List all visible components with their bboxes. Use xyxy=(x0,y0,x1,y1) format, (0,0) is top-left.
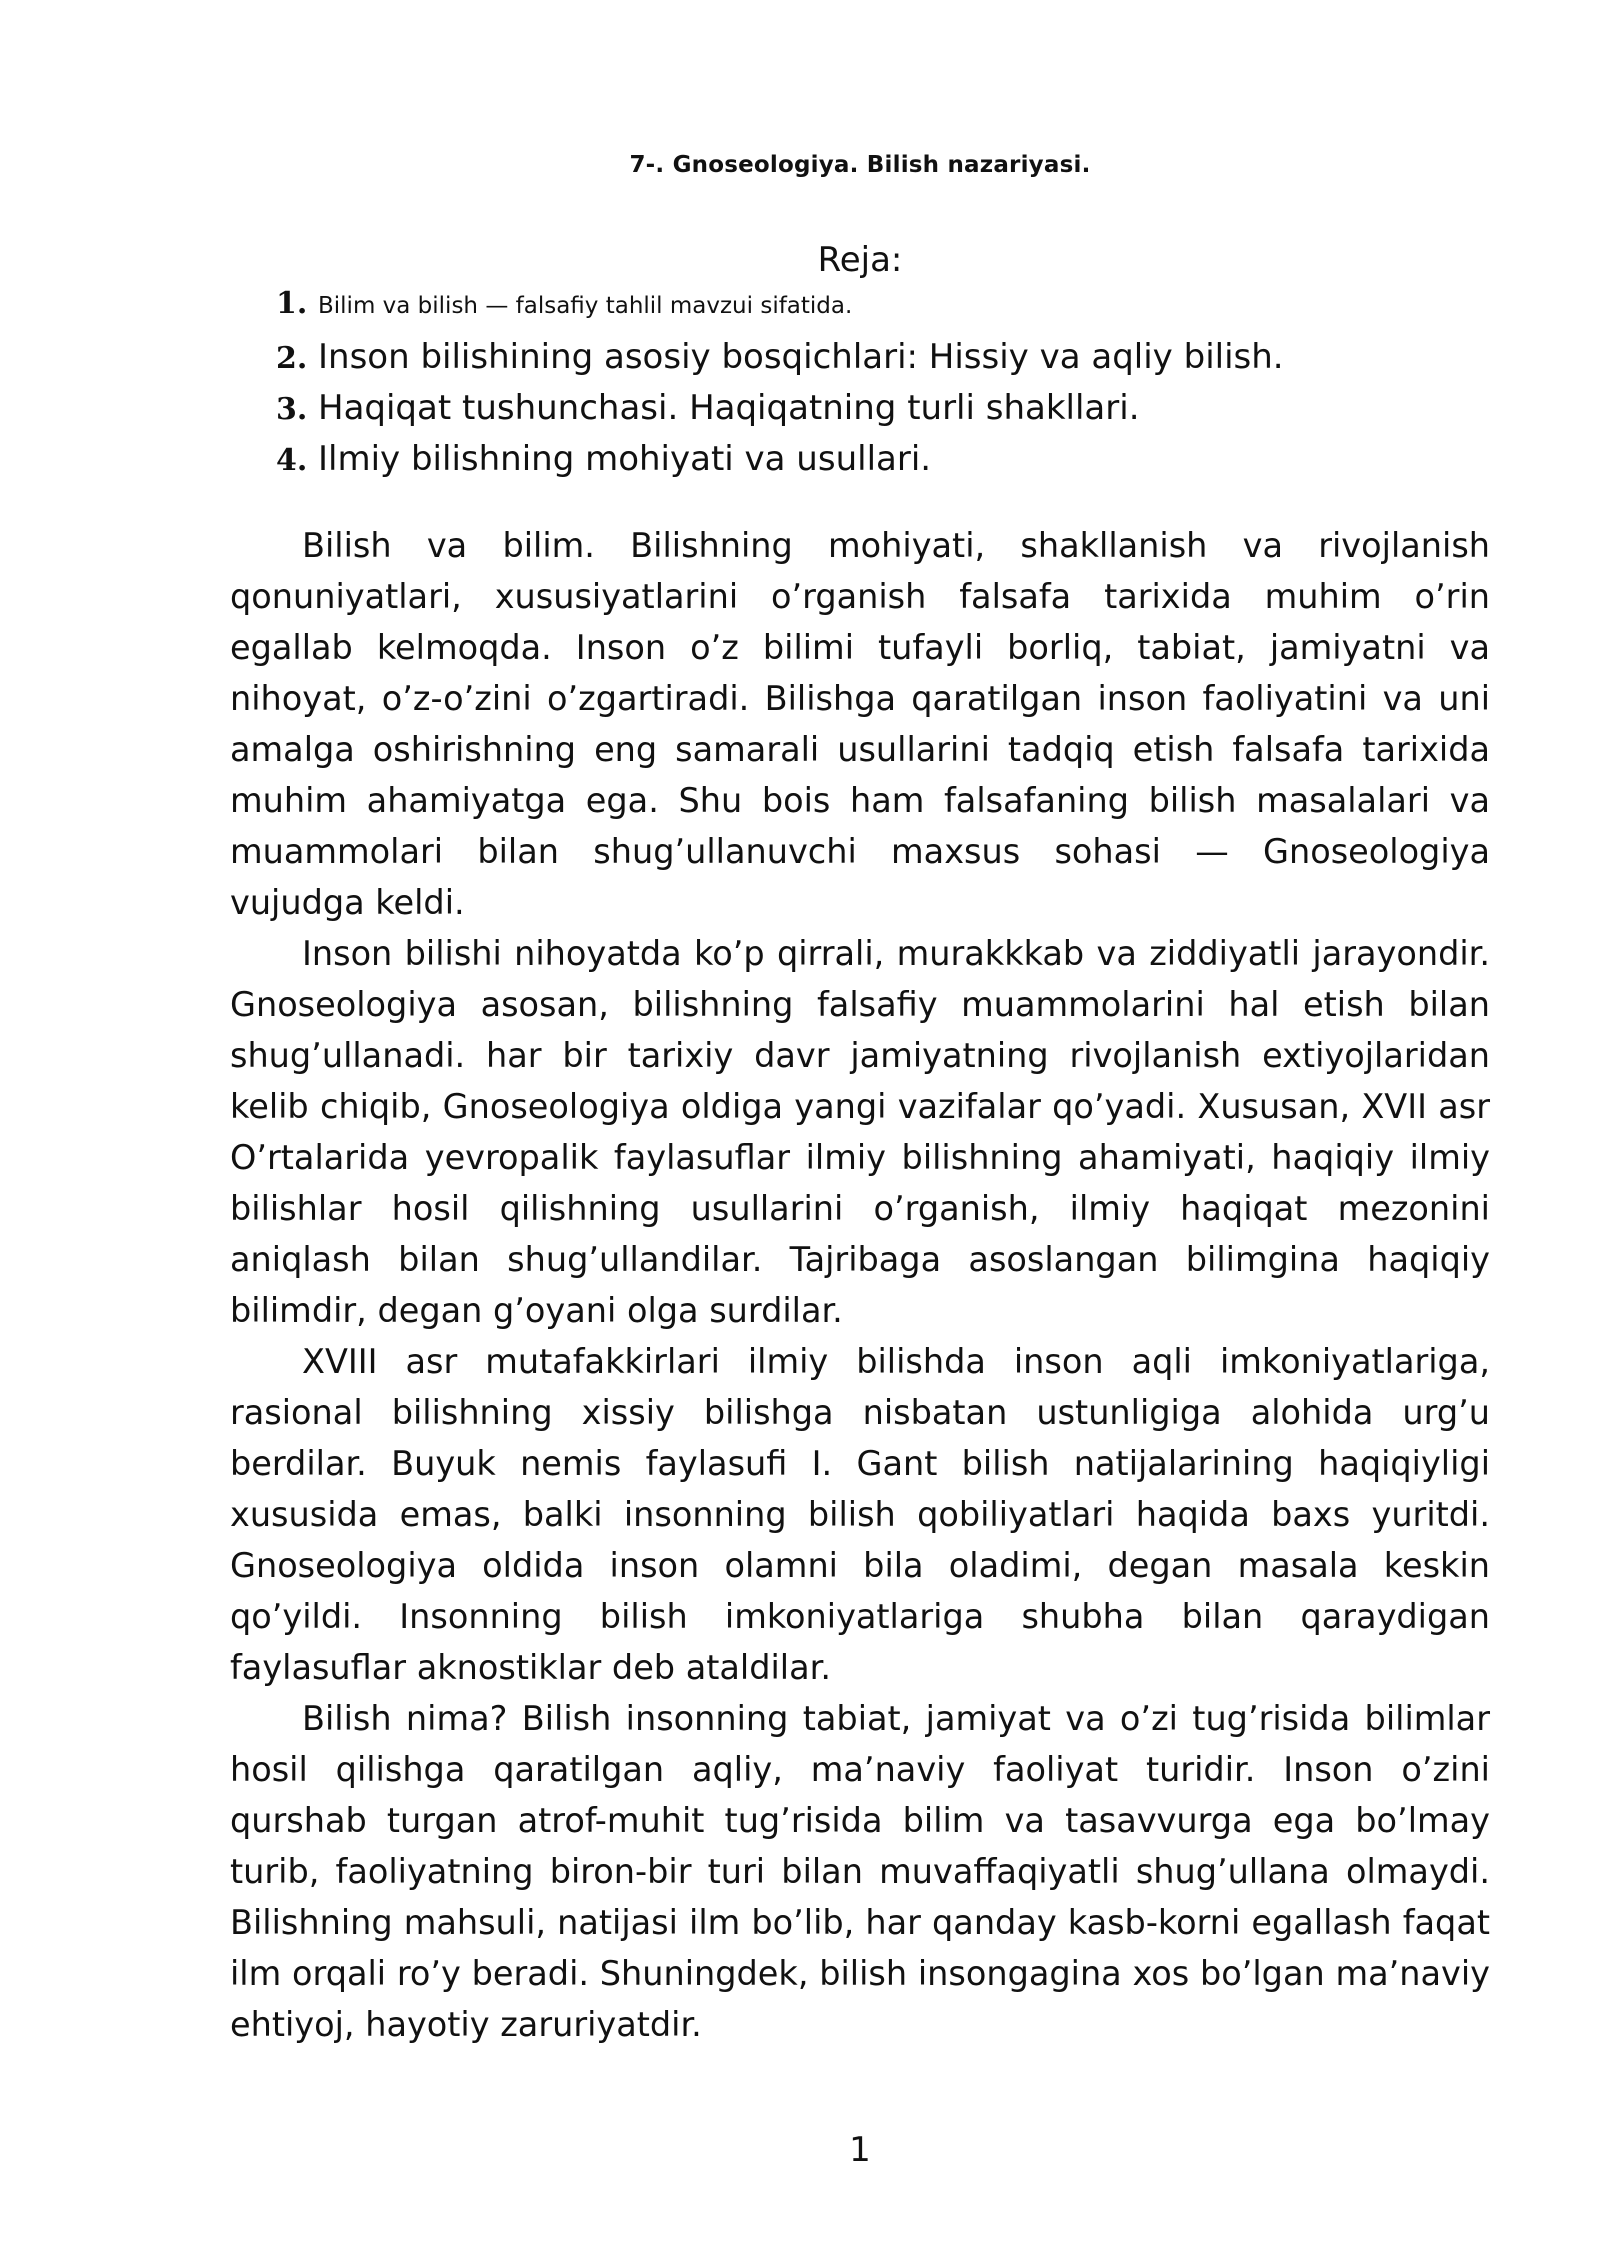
plan-item-number: 1. xyxy=(276,286,308,321)
paragraph-3: XVIII asr mutafakkirlari ilmiy bilishda inson aqli imkoniyatlariga, rasional bilishning xissiy bilishga nisbatan ustunligiga alohida urg’u berdilar. Buyuk nemis faylasufi I. Gant bilish natijalarining haqiqiyligi xususida emas, balki insonning bilish qobiliyatlari haqida baxs yuritdi. Gnoseologiya oldida inson olamni bila oladimi, degan masala keskin qo’yildi. Insonning bilish imkoniyatlariga shubha bilan qaraydigan faylasuflar aknostiklar deb ataldilar. xyxy=(230,1342,1490,1687)
body-text xyxy=(230,520,1490,2050)
plan-item-text: Bilim va bilish — falsafiy tahlil mavzui sifatida. xyxy=(318,293,853,319)
plan-item-text: Ilmiy bilishning mohiyati va usullari. xyxy=(318,439,932,479)
plan-list xyxy=(276,286,1284,490)
paragraph-4: Bilish nima? Bilish insonning tabiat, jamiyat va o’zi tug’risida bilimlar hosil qilishga qaratilgan aqliy, ma’naviy faoliyat turidir. Inson o’zini qurshab turgan atrof-muhit tug’risida bilim va tasavvurga ega bo’lmay turib, faoliyatning biron-bir turi bilan muvaffaqiyatli shug’ullana olmaydi. Bilishning mahsuli, natijasi ilm bo’lib, har qanday kasb-korni egallash faqat ilm orqali ro’y beradi. Shuningdek, bilish insongagina xos bo’lgan ma’naviy ehtiyoj, hayotiy zaruriyatdir. xyxy=(230,1699,1490,2044)
plan-item-text: Inson bilishining asosiy bosqichlari: Hissiy va aqliy bilish. xyxy=(318,337,1284,377)
plan-item-number: 4. xyxy=(276,443,308,478)
plan-item-number: 2. xyxy=(276,341,308,376)
plan-heading: Reja: xyxy=(817,240,903,280)
plan-item-1 xyxy=(276,286,1284,337)
plan-item-4 xyxy=(276,439,1284,490)
plan-item-3 xyxy=(276,388,1284,439)
page-number: 1 xyxy=(849,2130,871,2170)
paragraph-2: Inson bilishi nihoyatda ko’p qirrali, murakkkab va ziddiyatli jarayondir. Gnoseologiya asosan, bilishning falsafiy muammolarini hal etish bilan shug’ullanadi. har bir tarixiy davr jamiyatning rivojlanish extiyojlaridan kelib chiqib, Gnoseologiya oldiga yangi vazifalar qo’yadi. Xususan, XVII asr O’rtalarida yevropalik faylasuflar ilmiy bilishning ahamiyati, haqiqiy ilmiy bilishlar hosil qilishning usullarini o’rganish, ilmiy haqiqat mezonini aniqlash bilan shug’ullandilar. Tajribaga asoslangan bilimgina haqiqiy bilimdir, degan g’oyani olga surdilar. xyxy=(230,934,1490,1330)
plan-item-text: Haqiqat tushunchasi. Haqiqatning turli shakllari. xyxy=(318,388,1140,428)
document-title: 7-. Gnoseologiya. Bilish nazariyasi. xyxy=(629,152,1091,178)
plan-item-number: 3. xyxy=(276,392,308,427)
plan-item-2 xyxy=(276,337,1284,388)
paragraph-1: Bilish va bilim. Bilishning mohiyati, shakllanish va rivojlanish qonuniyatlari, xususiyatlarini o’rganish falsafa tarixida muhim o’rin egallab kelmoqda. Inson o’z bilimi tufayli borliq, tabiat, jamiyatni va nihoyat, o’z-o’zini o’zgartiradi. Bilishga qaratilgan inson faoliyatini va uni amalga oshirishning eng samarali usullarini tadqiq etish falsafa tarixida muhim ahamiyatga ega. Shu bois ham falsafaning bilish masalalari va muammolari bilan shug’ullanuvchi maxsus sohasi — Gnoseologiya vujudga keldi. xyxy=(230,526,1490,922)
